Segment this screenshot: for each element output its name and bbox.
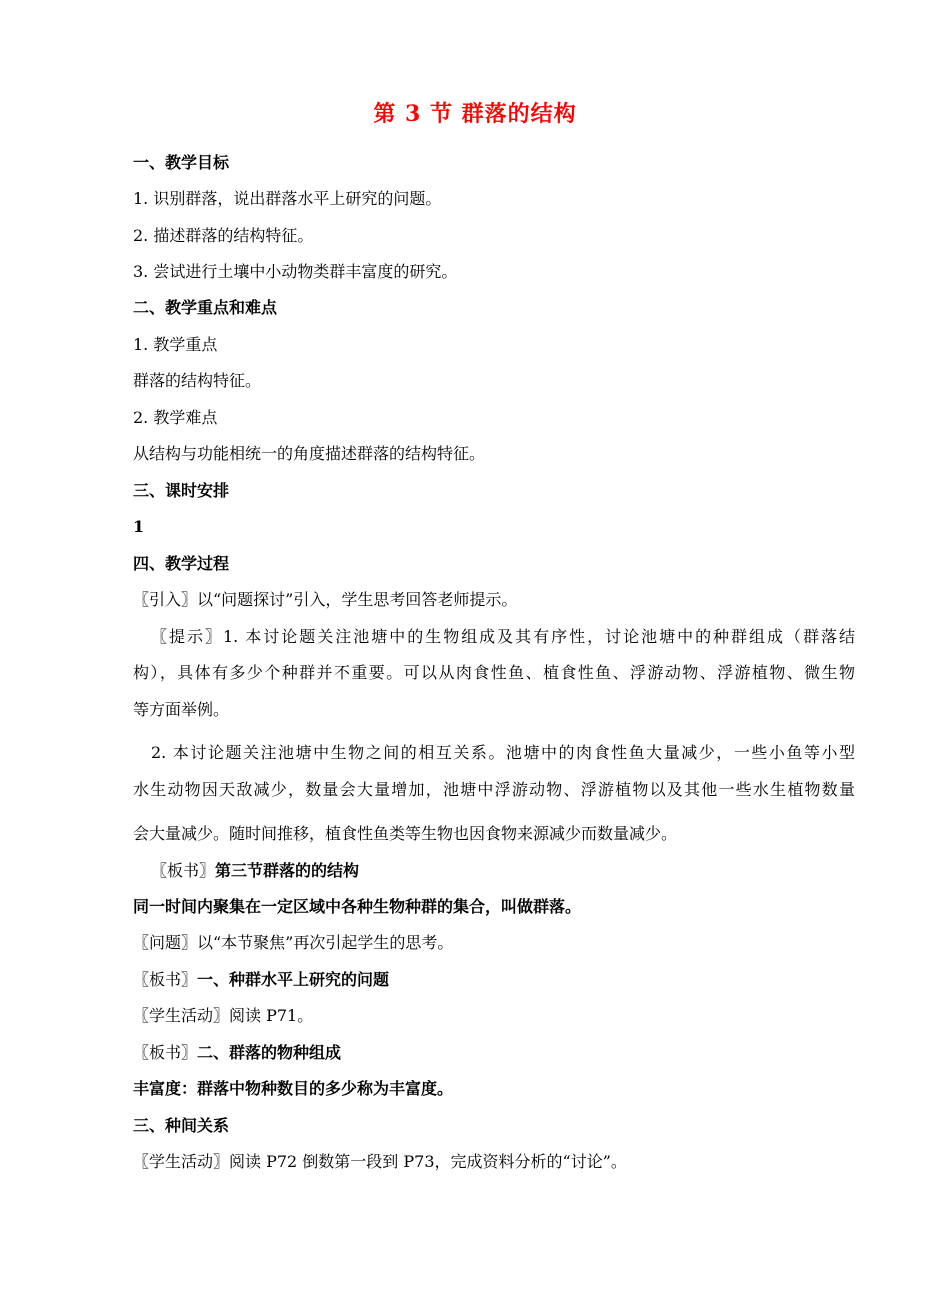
- richness-definition: 丰富度：群落中物种数目的多少称为丰富度。: [133, 1079, 454, 1098]
- objective-item-3: 3. 尝试进行土壤中小动物类群丰富度的研究。: [133, 262, 458, 281]
- board-text: 一、种群水平上研究的问题: [197, 970, 390, 989]
- hint-2-line-1: 2. 本讨论题关注池塘中生物之间的相互关系。池塘中的肉食性鱼大量减少，一些小鱼等小型: [151, 743, 855, 762]
- section-heading-interspecies: 三、种间关系: [133, 1116, 230, 1135]
- question-paragraph: 〖问题〗以“本节聚焦”再次引起学生的思考。: [133, 933, 454, 952]
- difficulty-text: 从结构与功能相统一的角度描述群落的结构特征。: [133, 444, 486, 463]
- board-note-1: [151, 859, 873, 883]
- section-heading-process: 四、教学过程: [133, 554, 230, 573]
- key-point-text: 群落的结构特征。: [133, 371, 262, 390]
- schedule-value: 1: [133, 517, 145, 536]
- board-text: 第三节群落的的结构: [215, 861, 360, 880]
- community-definition: 同一时间内聚集在一定区域中各种生物种群的集合，叫做群落。: [133, 897, 582, 916]
- hint-2-line-3: 会大量减少。随时间推移，植食性鱼类等生物也因食物来源减少而数量减少。: [133, 824, 678, 843]
- hint-2-line-2: 水生动物因天敌减少，数量会大量增加，池塘中浮游动物、浮游植物以及其他一些水生植物数量: [133, 780, 855, 799]
- student-activity-1: 〖学生活动〗阅读 P71。: [133, 1006, 314, 1025]
- board-tag: 〖板书〗: [151, 861, 216, 880]
- page-title: 第 3 节 群落的结构: [373, 101, 577, 127]
- difficulty-label: 2. 教学难点: [133, 408, 218, 427]
- objective-item-1: 1. 识别群落，说出群落水平上研究的问题。: [133, 189, 442, 208]
- board-note-2: [133, 968, 855, 992]
- board-tag: 〖板书〗: [133, 970, 198, 989]
- board-tag: 〖板书〗: [133, 1043, 198, 1062]
- section-heading-objectives: 一、教学目标: [133, 153, 230, 172]
- hint-1-line-3: 等方面举例。: [133, 700, 230, 719]
- hint-1-line-2: 构），具体有多少个种群并不重要。可以从肉食性鱼、植食性鱼、浮游动物、浮游植物、微生物: [133, 663, 855, 682]
- intro-paragraph: 〖引入〗以“问题探讨”引入，学生思考回答老师提示。: [133, 590, 518, 609]
- hint-1-line-1: 〖提示〗1. 本讨论题关注池塘中的生物组成及其有序性，讨论池塘中的种群组成（群落结: [151, 627, 855, 646]
- section-heading-schedule: 三、课时安排: [133, 481, 230, 500]
- board-note-3: [133, 1041, 855, 1065]
- section-heading-key-points: 二、教学重点和难点: [133, 298, 278, 317]
- student-activity-2: 〖学生活动〗阅读 P72 倒数第一段到 P73，完成资料分析的“讨论”。: [133, 1152, 627, 1171]
- objective-item-2: 2. 描述群落的结构特征。: [133, 226, 314, 245]
- board-text: 二、群落的物种组成: [197, 1043, 342, 1062]
- key-point-label: 1. 教学重点: [133, 335, 218, 354]
